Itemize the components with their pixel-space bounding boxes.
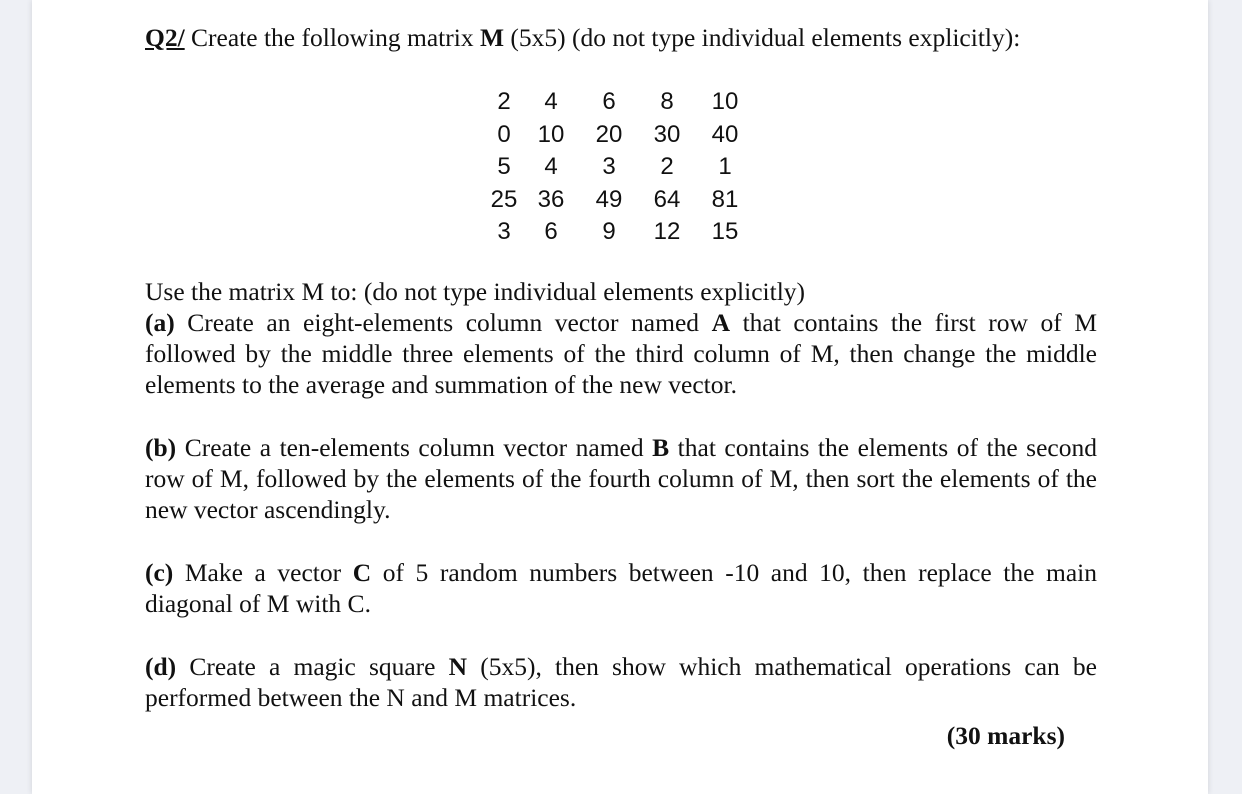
matrix-cell: 10	[537, 120, 565, 148]
matrix-name: M	[479, 23, 505, 52]
matrix-cell: 2	[497, 88, 511, 115]
question-title-text: Create the following matrix	[184, 23, 480, 52]
question-title	[145, 22, 1097, 53]
part-b-text-1: Create a ten-elements column vector named	[176, 433, 653, 462]
matrix-row	[486, 119, 754, 152]
matrix-cell: 9	[602, 218, 616, 245]
matrix-cell: 10	[711, 88, 739, 115]
matrix-cell: 20	[595, 120, 623, 148]
part-a-text-1: Create an eight-elements column vector named	[174, 308, 712, 337]
question-title-text-end: (5x5) (do not type individual elements explicitly):	[504, 23, 1021, 52]
matrix-cell: 40	[711, 120, 739, 148]
part-d-text-2: (5x5), then show which mathematical operations can be performed between the N and M matrices.	[145, 652, 1097, 712]
intro-line: Use the matrix M to: (do not type individual elements explicitly)	[145, 277, 806, 306]
matrix-cell: 25	[490, 185, 518, 213]
question-number: Q2/	[145, 23, 185, 52]
matrix-cell: 3	[497, 218, 511, 245]
matrix-cell: 1	[718, 153, 732, 180]
matrix-cell: 6	[544, 218, 558, 245]
matrix-cell: 64	[653, 185, 681, 213]
part-b	[145, 432, 1097, 525]
instructions	[145, 276, 1097, 713]
part-c-text-2: of 5 random numbers between -10 and 10, then replace the main diagonal of M with C.	[145, 558, 1097, 618]
part-c	[145, 557, 1097, 619]
matrix-cell: 8	[660, 88, 674, 115]
part-b-name: B	[652, 433, 670, 462]
matrix-cell: 2	[660, 153, 674, 180]
matrix-cell: 81	[711, 185, 739, 213]
part-a	[145, 307, 1097, 400]
part-d-name: N	[448, 652, 468, 681]
marks-label: (30 marks)	[946, 721, 1065, 750]
matrix-row	[486, 151, 754, 184]
part-b-label: (b)	[145, 433, 177, 462]
matrix-cell: 30	[653, 120, 681, 148]
part-d	[145, 651, 1097, 713]
part-d-label: (d)	[145, 652, 177, 681]
matrix-m	[486, 86, 754, 249]
matrix-cell: 4	[544, 153, 558, 180]
matrix-row	[486, 86, 754, 119]
matrix-cell: 6	[602, 88, 616, 115]
document-page	[32, 0, 1208, 794]
part-a-name: A	[711, 308, 731, 337]
part-a-text-2: that contains the first row of M followed by the middle three elements of the third column of M, then change the middle elements to the average and summation of the new vector.	[145, 308, 1097, 399]
part-c-label: (c)	[145, 558, 174, 587]
matrix-cell: 15	[711, 218, 739, 245]
matrix-cell: 3	[602, 153, 616, 180]
part-b-text-2: that contains the elements of the second row of M, followed by the elements of the fourth column of M, then sort the elements of the new vector ascendingly.	[145, 433, 1097, 524]
matrix-cell: 5	[497, 153, 511, 180]
part-d-text-1: Create a magic square	[176, 652, 449, 681]
question-header	[145, 22, 1097, 53]
part-c-name: C	[352, 558, 372, 587]
matrix-cell: 12	[653, 218, 681, 245]
matrix-row	[486, 216, 754, 249]
matrix-cell: 0	[497, 120, 511, 148]
matrix-cell: 4	[544, 88, 558, 115]
part-a-label: (a)	[145, 308, 175, 337]
matrix-cell: 49	[595, 185, 623, 213]
part-c-text-1: Make a vector	[173, 558, 353, 587]
matrix-cell: 36	[537, 185, 565, 213]
matrix-row	[486, 184, 754, 217]
